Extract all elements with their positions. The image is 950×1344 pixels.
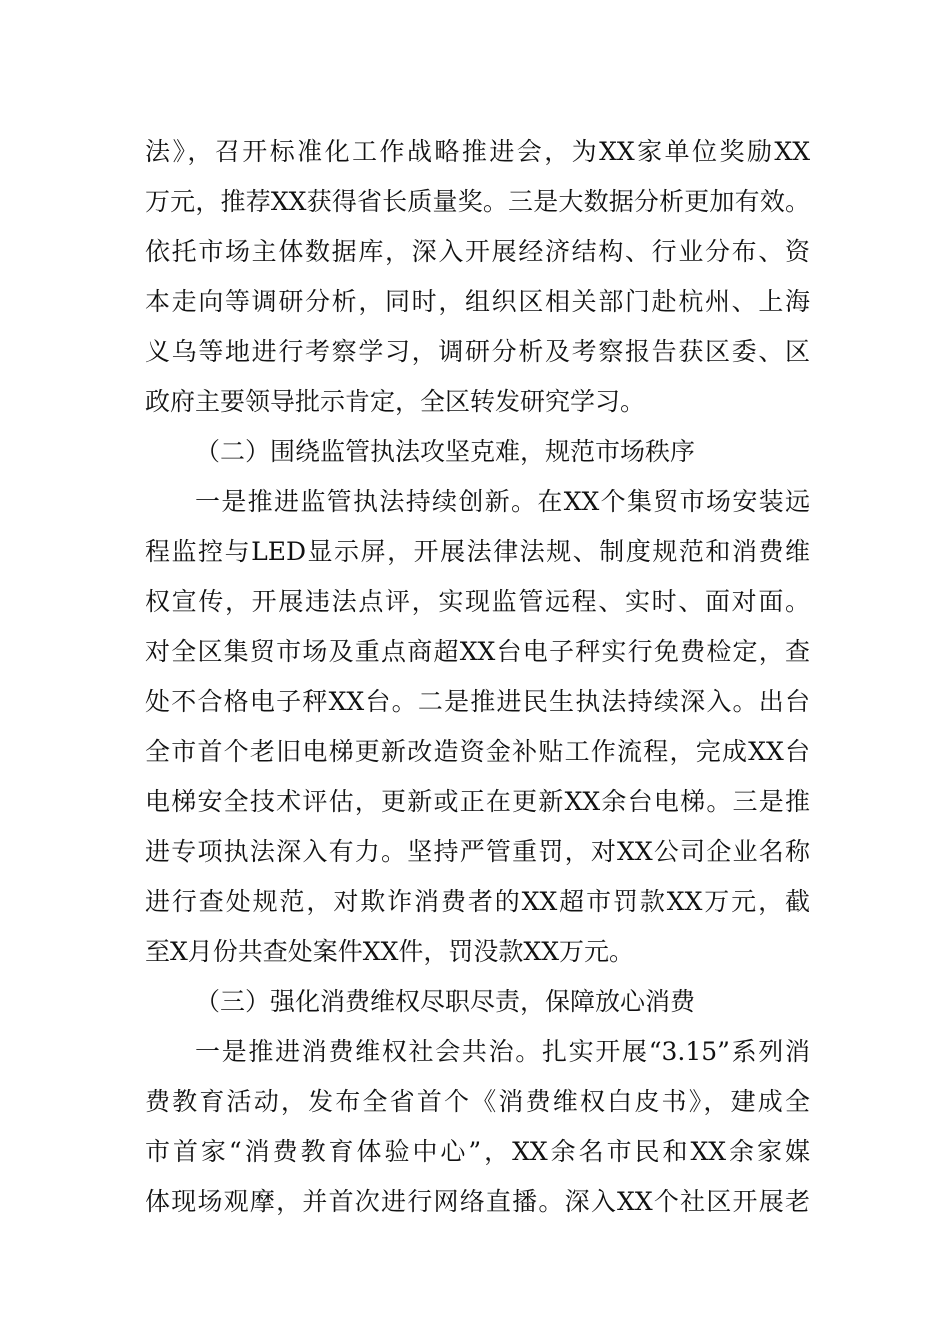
text-line: 一是推进消费维权社会共治。扎实开展“3.15”系列消 xyxy=(195,1037,810,1066)
text-line: 万元，推荐XX获得省长质量奖。三是大数据分析更加有效。 xyxy=(145,187,810,216)
text-line: 电梯安全技术评估，更新或正在更新XX余台电梯。三是推 xyxy=(145,787,810,816)
section-heading: （二）围绕监管执法攻坚克难，规范市场秩序 xyxy=(195,437,696,466)
section-heading: （三）强化消费维权尽职尽责，保障放心消费 xyxy=(195,987,696,1016)
text-line: 市首家“消费教育体验中心”，XX余名市民和XX余家媒 xyxy=(145,1137,810,1166)
text-line: 进专项执法深入有力。坚持严管重罚，对XX公司企业名称 xyxy=(145,837,810,866)
text-line: 全市首个老旧电梯更新改造资金补贴工作流程，完成XX台 xyxy=(145,737,810,766)
text-line: 至X月份共查处案件XX件，罚没款XX万元。 xyxy=(145,937,634,966)
text-line: 进行查处规范，对欺诈消费者的XX超市罚款XX万元，截 xyxy=(145,887,810,916)
text-line: 对全区集贸市场及重点商超XX台电子秤实行免费检定，查 xyxy=(145,637,810,666)
text-line: 政府主要领导批示肯定，全区转发研究学习。 xyxy=(145,387,646,416)
text-line: 权宣传，开展违法点评，实现监管远程、实时、面对面。 xyxy=(145,587,810,616)
text-line: 程监控与LED显示屏，开展法律法规、制度规范和消费维 xyxy=(145,537,810,566)
text-line: 法》，召开标准化工作战略推进会，为XX家单位奖励XX xyxy=(145,137,810,166)
document-body xyxy=(145,127,810,1227)
text-line: 处不合格电子秤XX台。二是推进民生执法持续深入。出台 xyxy=(145,687,810,716)
text-line: 一是推进监管执法持续创新。在XX个集贸市场安装远 xyxy=(195,487,810,516)
text-line: 体现场观摩，并首次进行网络直播。深入XX个社区开展老 xyxy=(145,1187,810,1216)
text-line: 本走向等调研分析，同时，组织区相关部门赴杭州、上海 xyxy=(145,287,810,316)
text-line: 义乌等地进行考察学习，调研分析及考察报告获区委、区 xyxy=(145,337,810,366)
text-line: 依托市场主体数据库，深入开展经济结构、行业分布、资 xyxy=(145,237,810,266)
text-line: 费教育活动，发布全省首个《消费维权白皮书》，建成全 xyxy=(145,1087,810,1116)
